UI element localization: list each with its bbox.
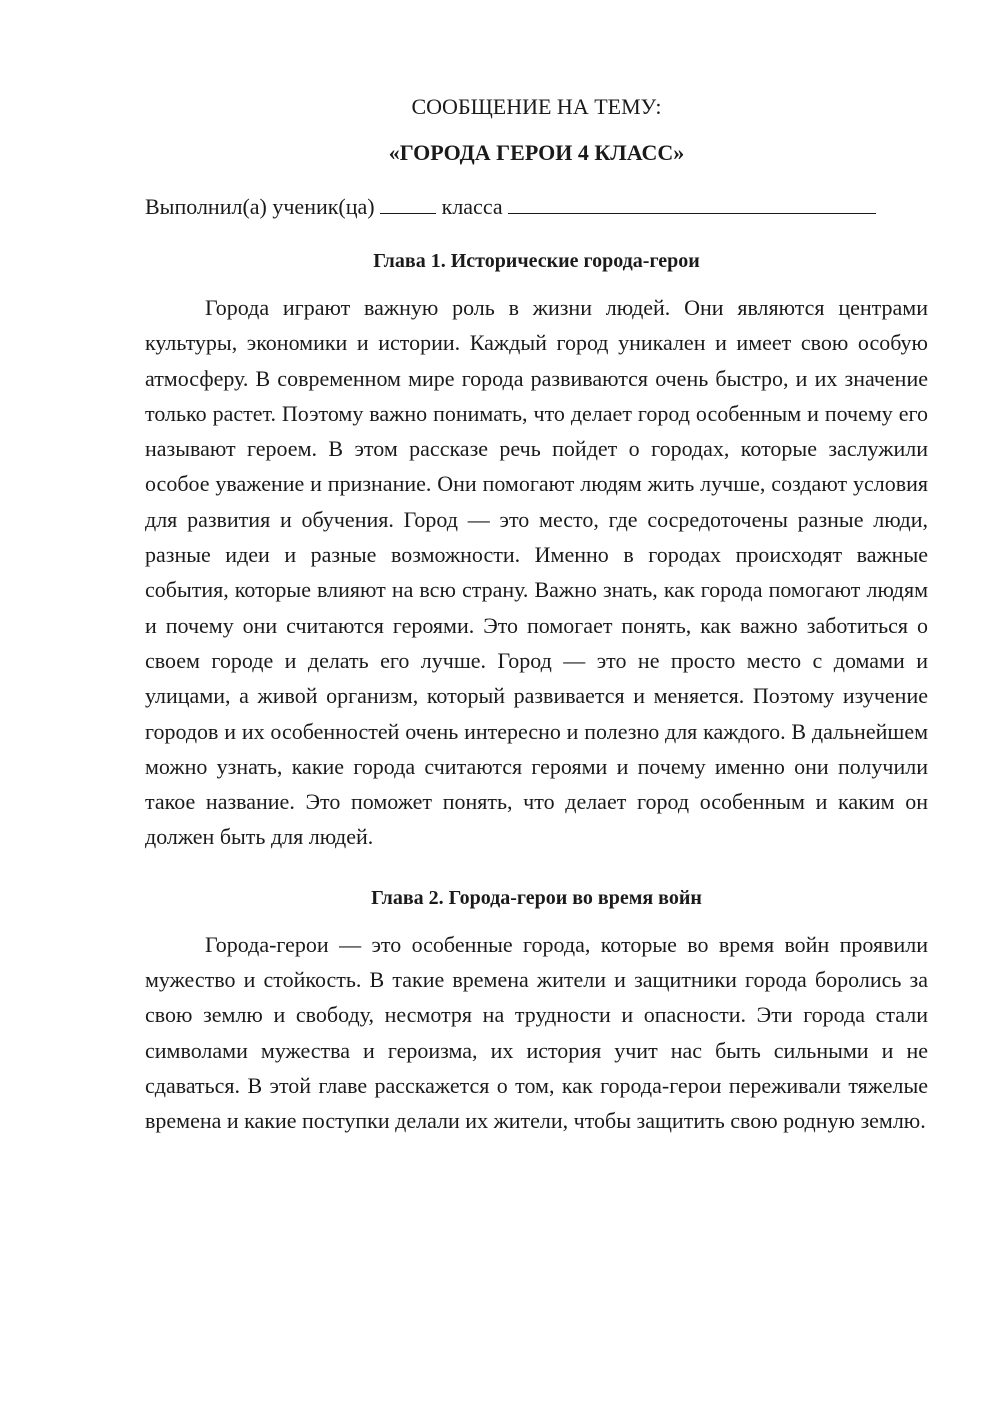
document-heading: СООБЩЕНИЕ НА ТЕМУ: [411,94,662,119]
class-label: класса [441,194,503,219]
name-blank [508,193,876,214]
chapter-2-paragraph: Города-герои — это особенные города, которые во время войн проявили мужество и стойкость. В такие времена жители и защитники города боролись за свою землю и свободу, несмотря на трудности и опасности. Эти города стали символами мужества и героизма, их история учит нас быть сильными и не сдаваться. В этой главе расскажется о том, как города-герои переживали тяжелые времена и какие поступки делали их жители, чтобы защитить свою родную землю. [145,931,928,1134]
chapter-2-title: Глава 2. Города-герои во время войн [371,886,702,909]
document-page [145,92,928,1139]
author-label: Выполнил(а) ученик(ца) [145,194,375,219]
author-line [145,192,928,222]
document-title: «ГОРОДА ГЕРОИ 4 КЛАСС» [388,140,685,165]
chapter-1-title: Глава 1. Исторические города-герои [373,250,700,272]
chapter-1-paragraph: Города играют важную роль в жизни людей. Они являются центрами культуры, экономики и истории. Каждый город уникален и имеет свою особую атмосферу. В современном мире города развиваются очень быстро, и их значение только растет. Поэтому важно понимать, что делает город особенным и почему его называют героем. В этом рассказе речь пойдет о городах, которые заслужили особое уважение и признание. Они помогают людям жить лучше, создают условия для развития и обучения. Город — это место, где сосредоточены разные люди, разные идеи и разные возможности. Именно в городах происходят важные события, которые влияют на всю страну. Важно знать, как города помогают людям и почему они считаются героями. Это помогает понять, как важно заботиться о своем городе и делать его лучше. Город — это не просто место с домами и улицами, а живой организм, который развивается и меняется. Поэтому изучение городов и их особенностей очень интересно и полезно для каждого. В дальнейшем можно узнать, какие города считаются героями и почему именно они получили такое название. Это поможет понять, что делает город особенным и каким он должен быть для людей. [145,295,928,850]
grade-blank [380,193,436,214]
